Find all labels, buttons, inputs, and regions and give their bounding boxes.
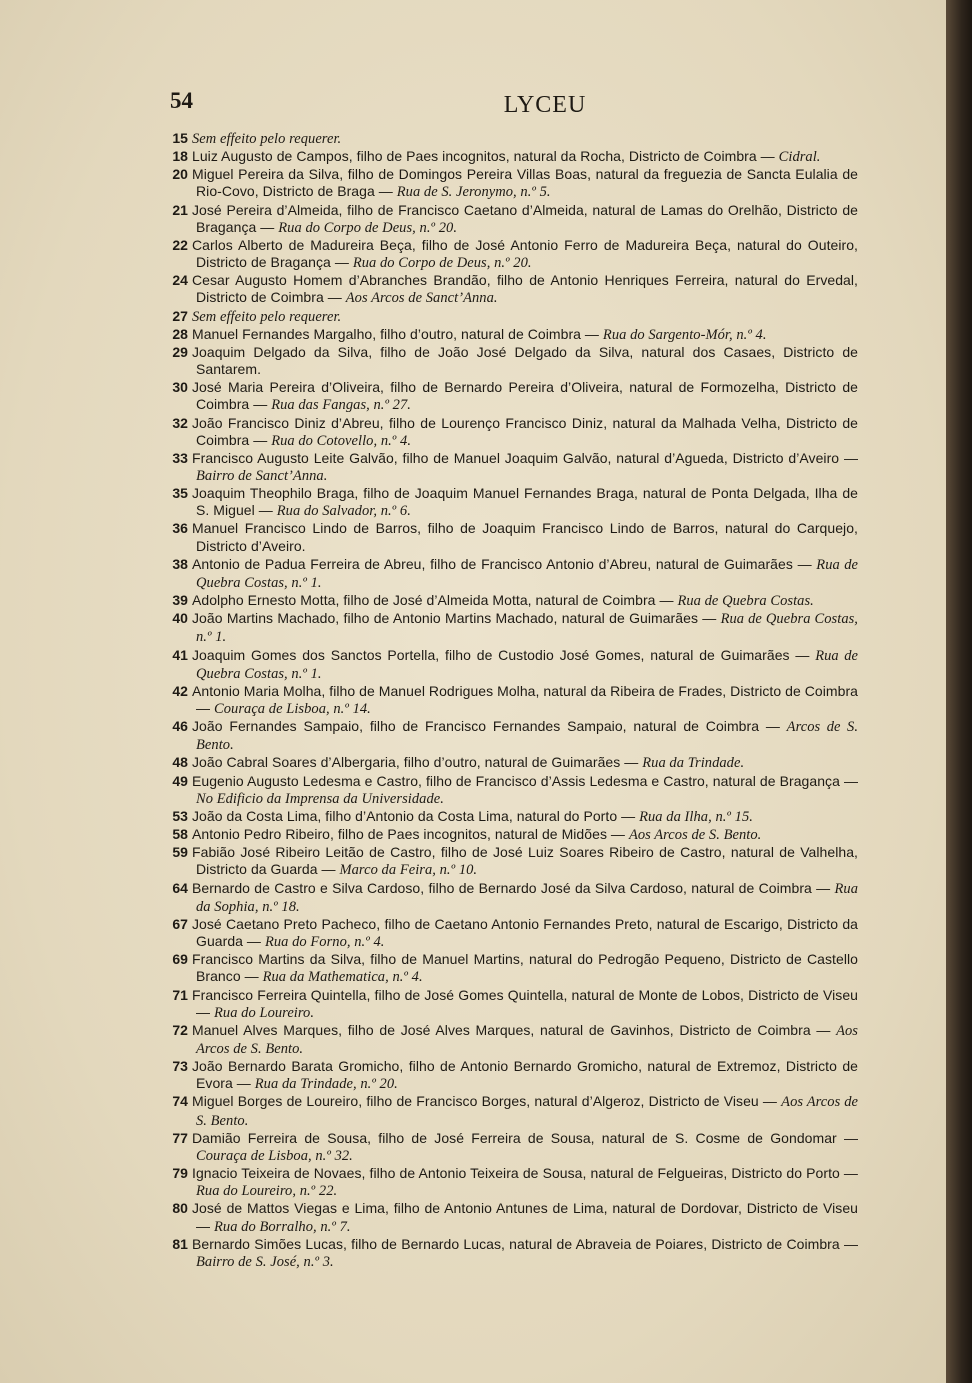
entry-address: Aos Arcos de Sanct’Anna. xyxy=(345,290,498,307)
entry-number: 28 xyxy=(172,325,188,342)
list-item xyxy=(160,718,858,754)
list-item xyxy=(160,308,858,326)
entry-number: 24 xyxy=(172,272,188,289)
entry-number: 67 xyxy=(172,915,188,932)
list-item xyxy=(160,683,858,718)
entry-number: 33 xyxy=(172,449,188,466)
entry-text: João da Costa Lima, filho d’Antonio da Costa Lima, natural do Porto — xyxy=(192,807,640,824)
list-item xyxy=(160,1022,858,1058)
entry-address: Rua de S. Jeronymo, n.º 5. xyxy=(396,184,551,201)
entry-text: Adolpho Ernesto Motta, filho de José d’Almeida Motta, natural de Coimbra — xyxy=(192,592,678,609)
entry-text: João Bernardo Barata Gromicho, filho de Antonio Bernardo Gromicho, natural de Extremoz, Districto de Evora — xyxy=(192,1058,858,1092)
entry-text: Manuel Alves Marques, filho de José Alves Marques, natural de Gavinhos, Districto de Coimbra — xyxy=(192,1021,837,1038)
list-item xyxy=(160,415,858,450)
entry-address: Rua do Corpo de Deus, n.º 20. xyxy=(352,255,532,272)
entry-number: 77 xyxy=(172,1129,188,1146)
entry-text: Damião Ferreira de Sousa, filho de José Ferreira de Sousa, natural de S. Cosme de Gondomar — xyxy=(192,1129,858,1146)
entry-number: 46 xyxy=(172,718,188,735)
entry-text: Bernardo Simões Lucas, filho de Bernardo Lucas, natural de Abraveia de Poiares, Districto de Coimbra — xyxy=(192,1235,858,1252)
entry-number: 69 xyxy=(172,951,188,968)
entry-address: Aos Arcos de S. Bento. xyxy=(196,1094,858,1129)
list-item xyxy=(160,610,858,646)
entry-text: Antonio de Padua Ferreira de Abreu, filho de Francisco Antonio d’Abreu, natural de Guimarães — xyxy=(192,555,817,572)
entry-text: Luiz Augusto de Campos, filho de Paes incognitos, natural da Rocha, Districto de Coimbra — xyxy=(192,148,779,165)
entry-number: 18 xyxy=(172,148,188,165)
entry-text: Cesar Augusto Homem d’Abranches Brandão, filho de Antonio Henriques Ferreira, natural do Ervedal, Districto de Coimbra — xyxy=(192,272,858,306)
entry-text: Miguel Borges de Loureiro, filho de Francisco Borges, natural d’Algeroz, Districto de Viseu — xyxy=(192,1093,782,1110)
entry-text: Francisco Ferreira Quintella, filho de José Gomes Quintella, natural de Monte de Lobos, Districto de Viseu — xyxy=(192,986,858,1020)
entry-number: 58 xyxy=(172,826,188,843)
list-item xyxy=(160,880,858,916)
list-item xyxy=(160,826,858,844)
entry-address: Rua da Trindade, n.º 20. xyxy=(254,1076,398,1093)
entry-number: 81 xyxy=(172,1235,188,1252)
entry-number: 40 xyxy=(172,610,188,627)
entry-number: 29 xyxy=(172,343,188,360)
entry-number: 53 xyxy=(172,807,188,824)
entry-number: 80 xyxy=(172,1200,188,1217)
list-item xyxy=(160,808,858,826)
list-item xyxy=(160,326,858,344)
entry-number: 21 xyxy=(172,201,188,218)
entry-address: Aos Arcos de S. Bento. xyxy=(196,1022,858,1057)
page-number: 54 xyxy=(170,88,193,113)
entry-address: Couraça de Lisboa, n.º 14. xyxy=(214,701,371,717)
list-item xyxy=(160,951,858,986)
list-item xyxy=(160,647,858,683)
entry-address: Rua das Fangas, n.º 27. xyxy=(271,397,411,414)
entry-number: 79 xyxy=(172,1165,188,1182)
entry-text: José de Mattos Viegas e Lima, filho de Antonio Antunes de Lima, natural de Dordovar, Districto de Viseu — xyxy=(192,1200,858,1234)
list-item xyxy=(160,1130,858,1165)
entry-number: 48 xyxy=(172,754,188,771)
entry-text: José Caetano Preto Pacheco, filho de Caetano Antonio Fernandes Preto, natural de Escarigo, Districto da Guarda — xyxy=(192,915,858,950)
entry-address: Sem effeito pelo requerer. xyxy=(192,131,342,147)
entry-text: José Maria Pereira d’Oliveira, filho de Bernardo Pereira d’Oliveira, natural de Formozelha, Districto de Coimbra — xyxy=(192,379,858,413)
list-item xyxy=(160,754,858,772)
entry-number: 32 xyxy=(172,414,188,431)
list-item xyxy=(160,1165,858,1200)
entry-text: Joaquim Delgado da Silva, filho de João José Delgado da Silva, natural dos Casaes, Districto de Santarem. xyxy=(192,343,858,378)
book-binding-edge xyxy=(946,0,972,1383)
entry-number: 72 xyxy=(172,1021,188,1038)
list-item xyxy=(160,592,858,610)
entry-address: Rua da Mathematica, n.º 4. xyxy=(262,969,423,986)
entry-address: Bairro de Sanct’Anna. xyxy=(196,467,328,484)
entry-text: Ignacio Teixeira de Novaes, filho de Antonio Teixeira de Sousa, natural de Felgueiras, Districto do Porto — xyxy=(192,1165,858,1182)
list-item xyxy=(160,987,858,1022)
entry-number: 30 xyxy=(172,379,188,396)
entry-address: Rua do Forno, n.º 4. xyxy=(264,934,385,951)
entry-address: Rua da Ilha, n.º 15. xyxy=(639,808,753,825)
entry-address: Rua da Trindade. xyxy=(642,755,745,772)
entry-address: Rua do Cotovello, n.º 4. xyxy=(271,432,411,449)
entry-address: Rua do Sargento-Mór, n.º 4. xyxy=(602,326,767,343)
entry-text: Francisco Augusto Leite Galvão, filho de Manuel Joaquim Galvão, natural d’Agueda, Districto d’Aveiro — xyxy=(192,449,858,466)
entry-address: Rua do Loureiro. xyxy=(214,1004,315,1021)
list-item xyxy=(160,1236,858,1271)
entry-text: Carlos Alberto de Madureira Beça, filho de José Antonio Ferro de Madureira Beça, natural do Outeiro, Districto de Bragança — xyxy=(192,236,858,271)
list-item xyxy=(160,1200,858,1235)
entry-address: Aos Arcos de S. Bento. xyxy=(628,827,762,844)
entry-address: Marco da Feira, n.º 10. xyxy=(339,862,478,879)
entry-number: 41 xyxy=(172,646,188,663)
entry-number: 73 xyxy=(172,1058,188,1075)
entry-address: Couraça de Lisboa, n.º 32. xyxy=(196,1147,353,1164)
list-item xyxy=(160,148,858,166)
list-item xyxy=(160,1058,858,1093)
list-item xyxy=(160,844,858,879)
entry-address: Rua do Salvador, n.º 6. xyxy=(276,503,411,520)
entry-text: Joaquim Gomes dos Sanctos Portella, filho de Custodio José Gomes, natural de Guimarães — xyxy=(192,646,816,663)
entry-address: Rua de Quebra Costas, n.º 1. xyxy=(196,556,858,591)
entry-address: Sem effeito pelo requerer. xyxy=(192,308,342,325)
entry-text: Miguel Pereira da Silva, filho de Domingos Pereira Villas Boas, natural da freguezia de Sancta Eulalia de Rio-Covo, Districto de Braga — xyxy=(192,166,858,200)
entry-number: 49 xyxy=(172,772,188,789)
entry-text: Antonio Maria Molha, filho de Manuel Rodrigues Molha, natural da Ribeira de Frades, Districto de Coimbra — xyxy=(192,682,858,716)
list-item xyxy=(160,485,858,520)
entry-number: 22 xyxy=(172,236,188,253)
running-title: LYCEU xyxy=(503,92,587,118)
entry-text: João Martins Machado, filho de Antonio Martins Machado, natural de Guimarães — xyxy=(192,610,721,627)
entry-text: João Francisco Diniz d’Abreu, filho de Lourenço Francisco Diniz, natural da Malhada Velha, Districto de Coimbra — xyxy=(192,414,858,448)
entry-number: 74 xyxy=(172,1093,188,1110)
entry-number: 27 xyxy=(172,307,188,324)
entry-text: Manuel Fernandes Margalho, filho d’outro, natural de Coimbra — xyxy=(192,325,603,342)
entry-address: Rua do Borralho, n.º 7. xyxy=(214,1218,351,1235)
list-item xyxy=(160,556,858,592)
entry-address: Cidral. xyxy=(778,149,821,166)
entry-text: Joaquim Theophilo Braga, filho de Joaquim Manuel Fernandes Braga, natural de Ponta Delgada, Ilha de S. Miguel — xyxy=(192,485,858,519)
entry-number: 59 xyxy=(172,844,188,861)
entry-address: Rua do Corpo de Deus, n.º 20. xyxy=(278,219,457,236)
entry-address: No Edificio da Imprensa da Universidade. xyxy=(196,790,444,807)
list-item xyxy=(160,202,858,237)
student-list xyxy=(160,130,858,1271)
entry-text: Manuel Francisco Lindo de Barros, filho de Joaquim Francisco Lindo de Barros, natural do Carquejo, Districto d’Aveiro. xyxy=(192,520,858,554)
entry-text: Eugenio Augusto Ledesma e Castro, filho de Francisco d’Assis Ledesma e Castro, natural de Bragança — xyxy=(192,772,858,789)
list-item xyxy=(160,1093,858,1129)
entry-text: Bernardo de Castro e Silva Cardoso, filho de Bernardo José da Silva Cardoso, natural de Coimbra — xyxy=(192,879,835,896)
entry-address: Rua da Sophia, n.º 18. xyxy=(196,880,858,915)
entry-text: João Fernandes Sampaio, filho de Francisco Fernandes Sampaio, natural de Coimbra — xyxy=(192,718,787,735)
entry-address: Rua do Loureiro, n.º 22. xyxy=(196,1183,338,1200)
entry-text: Antonio Pedro Ribeiro, filho de Paes incognitos, natural de Midões — xyxy=(192,826,629,843)
list-item xyxy=(160,450,858,485)
entry-text: João Cabral Soares d’Albergaria, filho d’outro, natural de Guimarães — xyxy=(192,754,643,771)
entry-number: 64 xyxy=(172,879,188,896)
list-item xyxy=(160,773,858,808)
entry-address: Rua de Quebra Costas, n.º 1. xyxy=(196,647,859,682)
entry-number: 35 xyxy=(172,485,188,502)
list-item xyxy=(160,916,858,951)
entry-number: 39 xyxy=(172,592,188,609)
entry-number: 15 xyxy=(172,130,188,146)
list-item xyxy=(160,166,858,201)
entry-text: Fabião José Ribeiro Leitão de Castro, filho de José Luiz Soares Ribeiro de Castro, natural de Valhelha, Districto da Guarda — xyxy=(192,844,858,878)
entry-number: 36 xyxy=(172,520,188,537)
entry-address: Arcos de S. Bento. xyxy=(196,719,858,754)
entry-number: 20 xyxy=(172,166,188,183)
list-item xyxy=(160,379,858,414)
entry-text: José Pereira d’Almeida, filho de Francisco Caetano d’Almeida, natural de Lamas do Orelhão, Districto de Bragança — xyxy=(192,201,858,235)
list-item xyxy=(160,520,858,555)
entry-number: 38 xyxy=(172,555,188,572)
entry-number: 42 xyxy=(172,682,188,699)
entry-number: 71 xyxy=(172,986,188,1003)
list-item xyxy=(160,344,858,379)
entry-address: Rua de Quebra Costas. xyxy=(677,593,814,610)
page-header xyxy=(170,84,860,124)
entry-text: Francisco Martins da Silva, filho de Manuel Martins, natural do Pedrogão Pequeno, Districto de Castello Branco — xyxy=(192,951,858,985)
list-item xyxy=(160,130,858,148)
list-item xyxy=(160,272,858,307)
entry-address: Bairro de S. José, n.º 3. xyxy=(196,1253,334,1270)
entry-address: Rua de Quebra Costas, n.º 1. xyxy=(196,611,858,646)
list-item xyxy=(160,237,858,272)
